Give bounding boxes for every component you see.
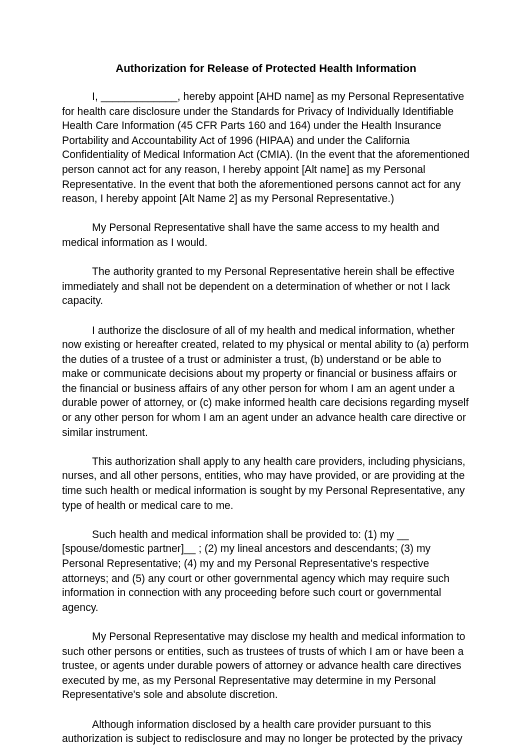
- paragraph-access: My Personal Representative shall have the same access to my health and medical information as I would.: [62, 222, 440, 249]
- paragraph-authority: The authority granted to my Personal Representative herein shall be effective immediately and shall not be dependent on a determination of whether or not I lack capacity.: [62, 266, 455, 308]
- paragraph-appointment: I, _____________, hereby appoint [AHD name] as my Personal Representative for health care disclosure under the Standards for Privacy of Individually Identifiable Health Care Information (45 CFR Parts 160 and 164) under the Health Insurance Portability and Accountability Act of 1996 (HIPAA) and under the California Confidentiality of Medical Information Act (CMIA). (In the event that the aforementioned person cannot act for any reason, I hereby appoint [Alt name] as my Personal Representative. In the event that both the aforementioned persons cannot act for any reason, I hereby appoint [Alt Name 2] as my Personal Representative.): [62, 91, 470, 206]
- paragraph-disclosure-scope: I authorize the disclosure of all of my health and medical information, whether now existing or hereafter created, related to my physical or mental ability to (a) perform the duties of a trustee of a trust or administer a trust, (b) understand or be able to make or communicate decisions about my property or financial or business affairs or the financial or business affairs of any other person for whom I am an agent under a durable power of attorney, or (c) make informed health care decisions regarding myself or any other person for whom I am an agent under an advance health care directive or similar instrument.: [62, 324, 469, 439]
- paragraph-privacy: Although information disclosed by a health care provider pursuant to this authorization is subject to redisclosure and may no longer be protected by the privacy: [62, 718, 463, 746]
- paragraph-providers: This authorization shall apply to any health care providers, including physicians, nurses, and all other persons, entities, who may have provided, or are providing at the time such health or medical information is sought by my Personal Representative, any type of health or medical care to me.: [62, 455, 466, 512]
- paragraph-redisclosure-discretion: My Personal Representative may disclose my health and medical information to such other persons or entities, such as trustees of trusts of which I am or have been a trustee, or agents under durable powers of attorney or advance health care directives executed by me, as my Personal Representative may determine in my Personal Representative's sole and absolute discretion.: [62, 630, 466, 702]
- document-title: Authorization for Release of Protected Health Information: [115, 63, 417, 75]
- paragraph-recipients: Such health and medical information shall be provided to: (1) my __ [spouse/domestic partner]__ ; (2) my lineal ancestors and descendants; (3) my Personal Representative; (4) my and my Personal Representative's respective attorneys; and (5) any court or other governmental agency which may require such information in connection with any proceeding before such court or governmental agency.: [62, 528, 450, 614]
